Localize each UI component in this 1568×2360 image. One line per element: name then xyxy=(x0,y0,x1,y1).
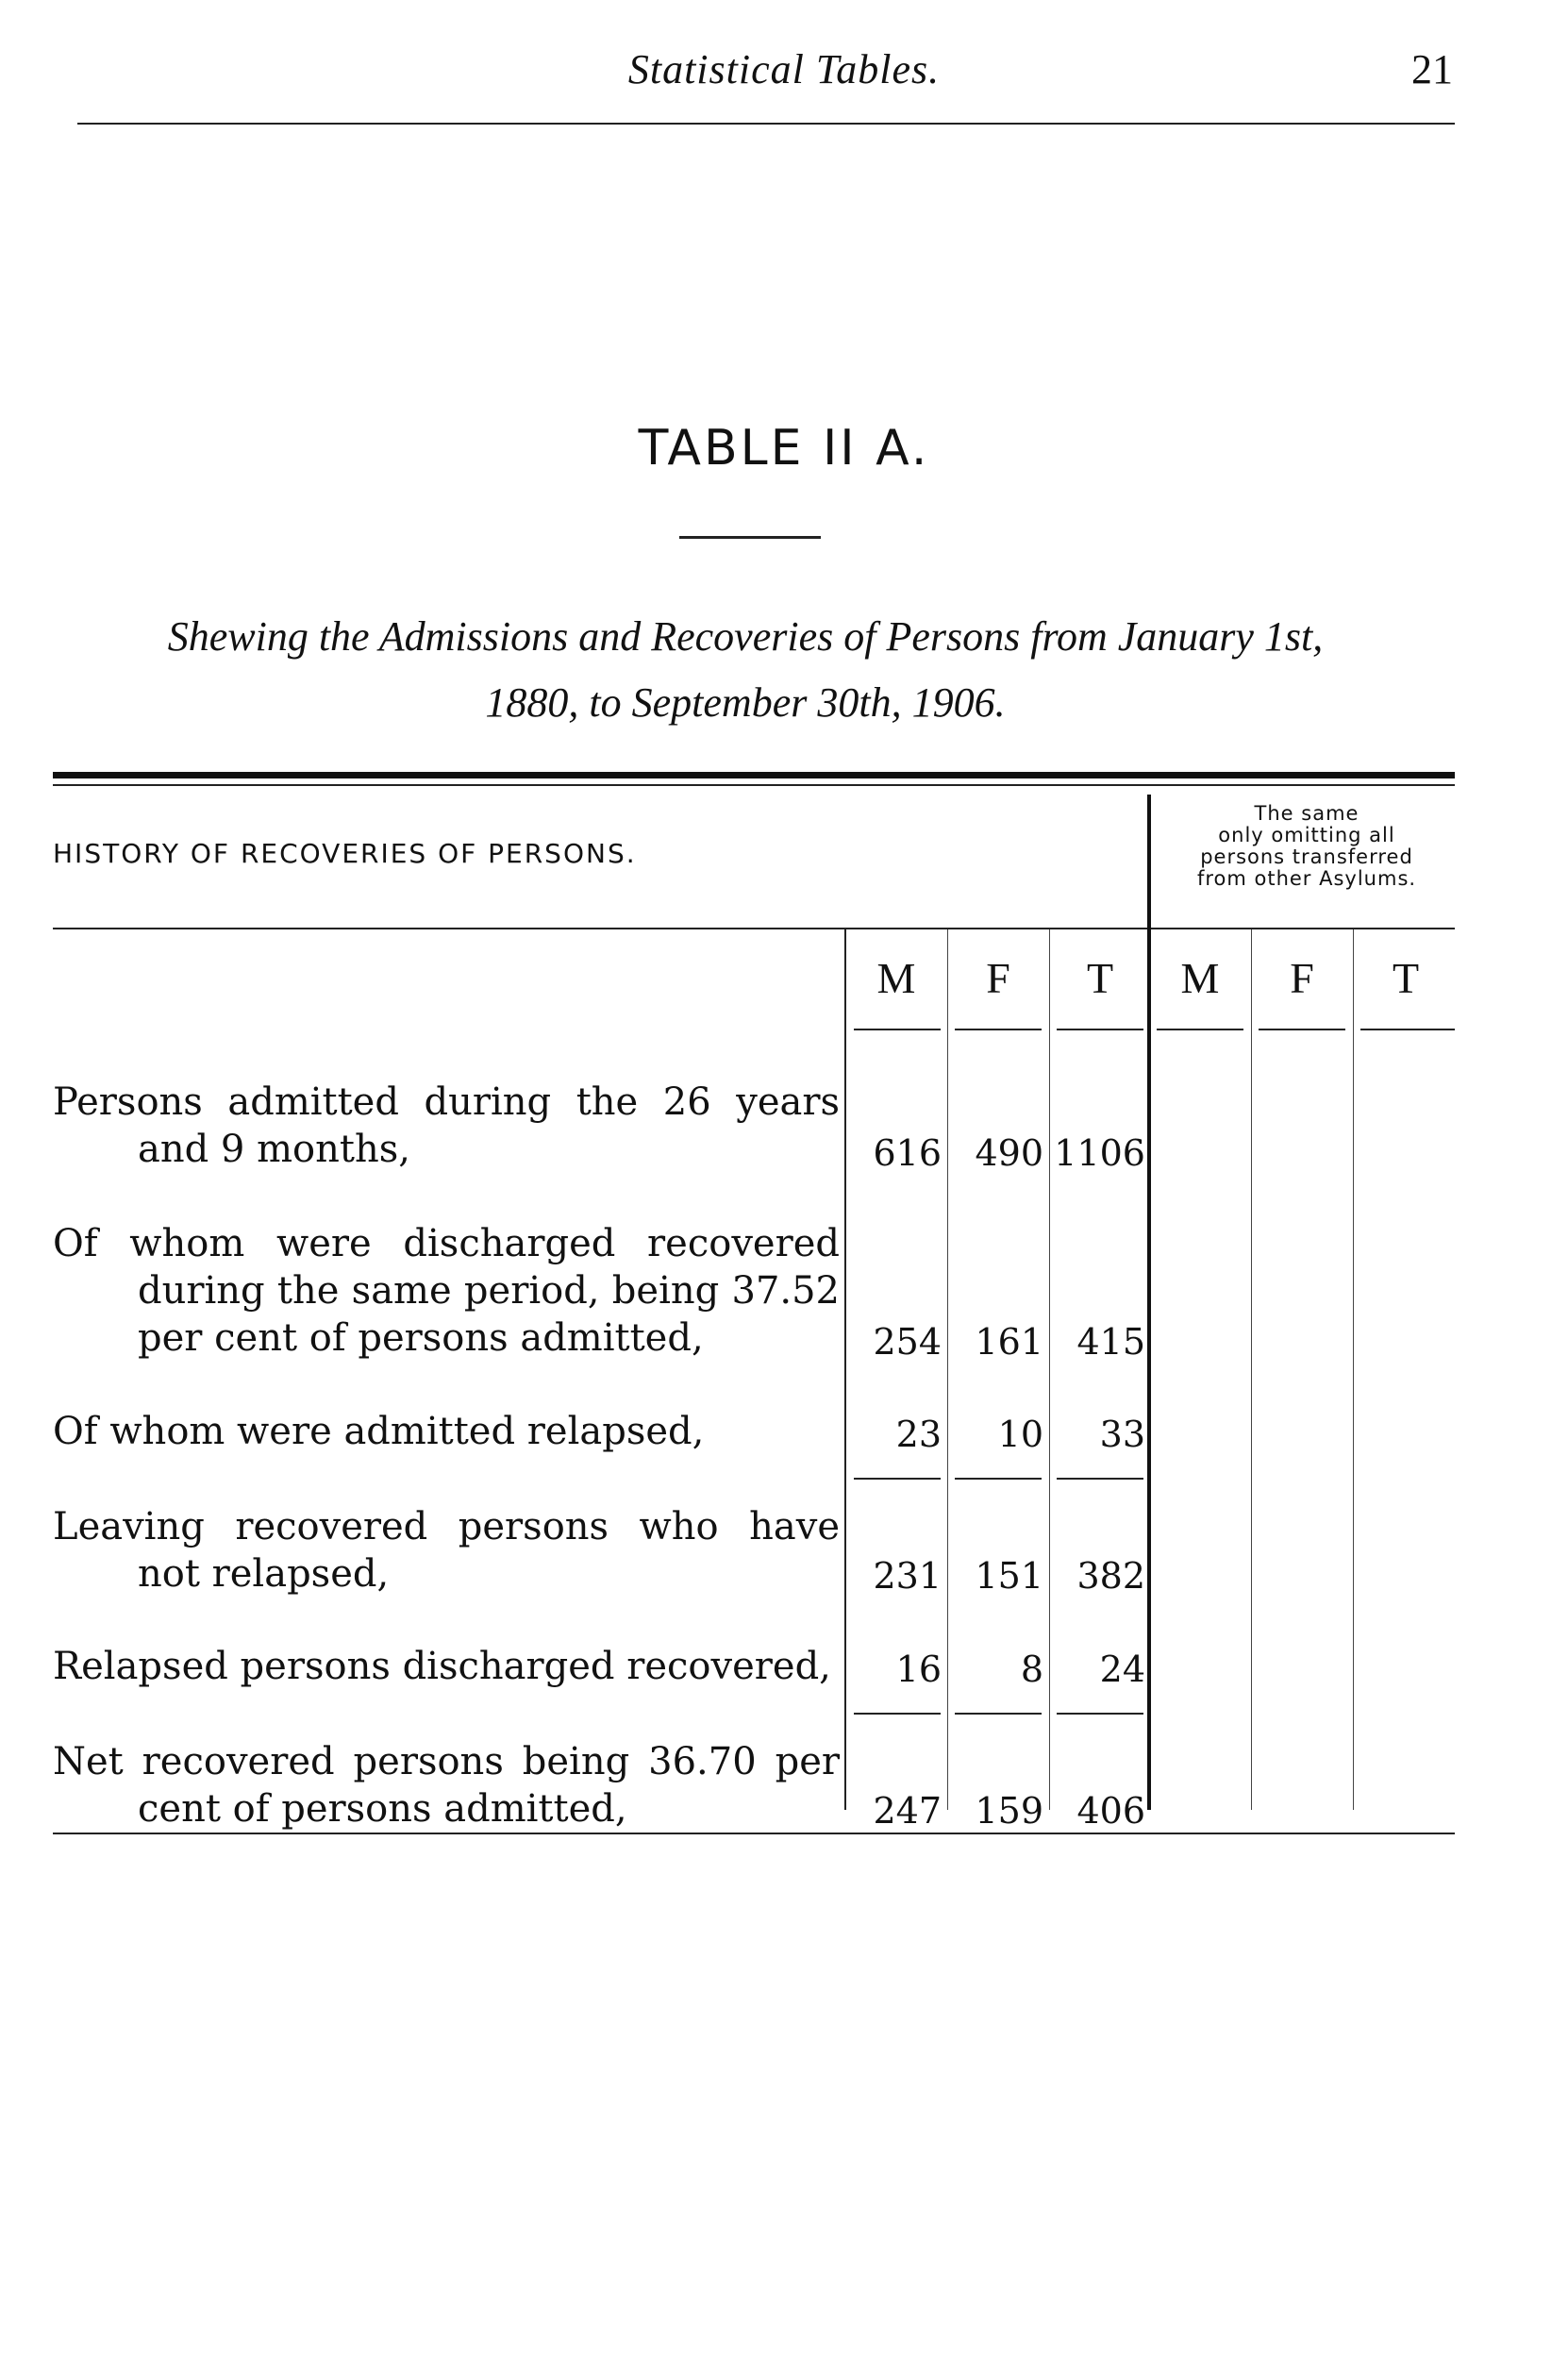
sum-rule-f-1 xyxy=(955,1478,1042,1480)
sum-rule-m-2 xyxy=(854,1713,941,1715)
divider-main xyxy=(1147,795,1151,1810)
row-discharged-t: 415 xyxy=(1076,1321,1145,1363)
table-top-rule-thin xyxy=(53,784,1455,786)
col-head-underline-f2 xyxy=(1259,1029,1345,1030)
row-label-line: Persons admitted during the 26 years xyxy=(53,1080,840,1124)
col-head-t: T xyxy=(1086,954,1114,1002)
row-label-line: during the same period, being 37.52 xyxy=(138,1269,840,1313)
row-label-net-recovered xyxy=(53,1738,840,1833)
col-head-m2: M xyxy=(1180,954,1220,1002)
same-note-line-2: only omitting all xyxy=(1218,824,1395,846)
table-subtitle xyxy=(47,604,1443,736)
col-head-t2: T xyxy=(1392,954,1420,1002)
row-label-line: not relapsed, xyxy=(138,1552,390,1596)
row-label-not-relapsed xyxy=(53,1503,840,1598)
row-admitted-f: 490 xyxy=(975,1132,1043,1174)
row-label-line: Net recovered persons being 36.70 per xyxy=(53,1740,840,1783)
row-label-line: Relapsed persons discharged recovered, xyxy=(53,1645,831,1688)
running-title: Statistical Tables. xyxy=(627,46,941,92)
divider-m2-f2 xyxy=(1251,929,1252,1810)
row-discharged-f: 161 xyxy=(975,1321,1043,1363)
same-note-line-3: persons transferred xyxy=(1200,845,1413,868)
row-not-relapsed-t: 382 xyxy=(1076,1555,1145,1597)
row-not-relapsed-f: 151 xyxy=(975,1555,1043,1597)
row-label-relapsed-recovered xyxy=(53,1643,840,1690)
page-number: 21 xyxy=(1411,46,1453,92)
history-heading: HISTORY OF RECOVERIES OF PERSONS. xyxy=(53,838,637,869)
row-label-line: Of whom were discharged recovered xyxy=(53,1222,840,1265)
sum-rule-t-2 xyxy=(1057,1713,1143,1715)
row-relapsed-f: 10 xyxy=(997,1414,1043,1455)
row-net-recovered-f: 159 xyxy=(975,1790,1043,1832)
same-note xyxy=(1156,803,1458,890)
row-label-admitted xyxy=(53,1079,840,1173)
same-note-line-4: from other Asylums. xyxy=(1196,867,1417,890)
col-head-f2: F xyxy=(1290,954,1314,1002)
subtitle-line-1: Shewing the Admissions and Recoveries of Persons from January 1st, xyxy=(167,613,1324,660)
row-label-discharged xyxy=(53,1220,840,1362)
same-note-line-1: The same xyxy=(1254,802,1359,825)
sum-rule-f-2 xyxy=(955,1713,1042,1715)
row-not-relapsed-m: 231 xyxy=(873,1555,942,1597)
row-relapsed-m: 23 xyxy=(895,1414,942,1455)
sum-rule-t-1 xyxy=(1057,1478,1143,1480)
row-label-line: and 9 months, xyxy=(138,1128,410,1171)
row-relapsed-recovered-m: 16 xyxy=(895,1649,942,1690)
row-net-recovered-t: 406 xyxy=(1076,1790,1145,1832)
row-relapsed-t: 33 xyxy=(1099,1414,1145,1455)
row-label-line: cent of persons admitted, xyxy=(138,1787,627,1831)
row-label-line: per cent of persons admitted, xyxy=(138,1316,704,1360)
table-top-rule-heavy xyxy=(53,772,1455,778)
col-head-underline-m xyxy=(854,1029,941,1030)
header-rule xyxy=(77,123,1455,125)
col-head-f: F xyxy=(986,954,1010,1002)
row-admitted-t: 1106 xyxy=(1054,1132,1145,1174)
col-head-underline-t xyxy=(1057,1029,1143,1030)
title-underline xyxy=(679,536,821,539)
row-label-line: Leaving recovered persons who have xyxy=(53,1505,840,1548)
table-bottom-rule xyxy=(53,1833,1455,1834)
sum-rule-m-1 xyxy=(854,1478,941,1480)
col-head-underline-f xyxy=(955,1029,1042,1030)
row-relapsed-recovered-t: 24 xyxy=(1099,1649,1145,1690)
row-discharged-m: 254 xyxy=(873,1321,942,1363)
row-net-recovered-m: 247 xyxy=(873,1790,942,1832)
heading-rule xyxy=(53,928,1455,929)
row-label-line: Of whom were admitted relapsed, xyxy=(53,1410,705,1453)
divider-f2-t2 xyxy=(1353,929,1354,1810)
subtitle-line-2: 1880, to September 30th, 1906. xyxy=(485,679,1006,726)
row-relapsed-recovered-f: 8 xyxy=(1020,1649,1043,1690)
row-label-relapsed xyxy=(53,1408,840,1455)
col-head-m: M xyxy=(876,954,916,1002)
col-head-underline-t2 xyxy=(1360,1029,1455,1030)
col-head-underline-m2 xyxy=(1157,1029,1243,1030)
table-title: TABLE II A. xyxy=(638,420,930,477)
row-admitted-m: 616 xyxy=(873,1132,942,1174)
